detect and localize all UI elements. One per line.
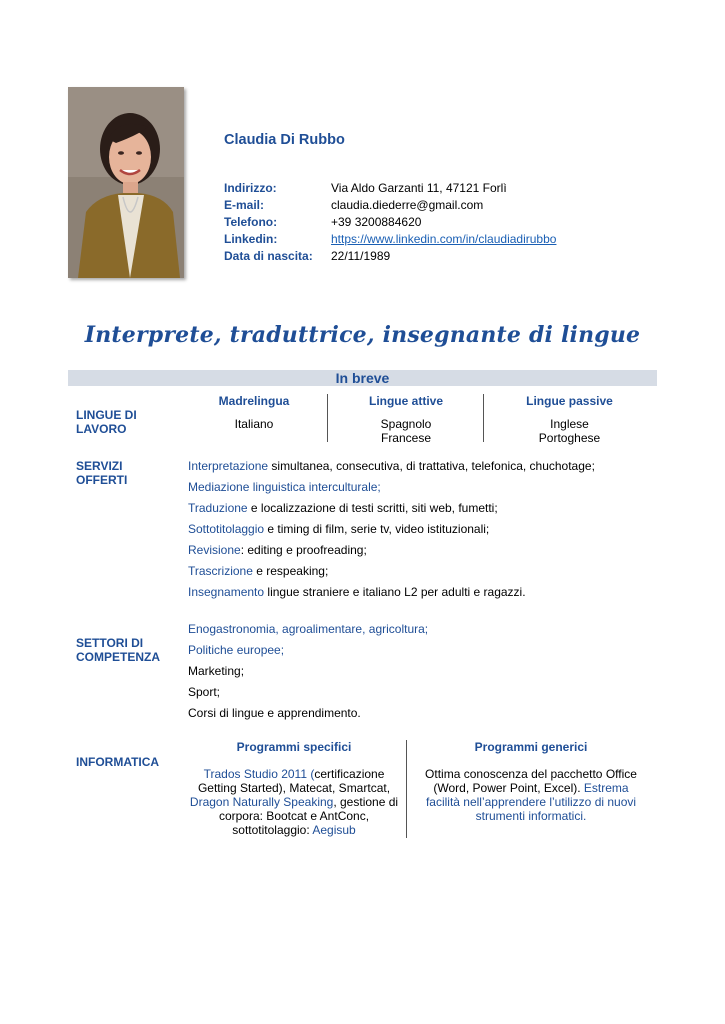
it-text: sottotitolaggio: [232,823,313,837]
service-item [188,564,328,578]
service-highlight: Traduzione [188,501,248,515]
label-line: OFFERTI [76,473,128,487]
service-text: e localizzazione di testi scritti, siti web, fumetti; [247,501,498,515]
lang-item: Spagnolo [380,417,432,431]
lang-col-attive [336,394,476,445]
service-highlight: Trascrizione [188,564,253,578]
section-band-in-breve: In breve [68,370,657,386]
service-text: : editing e proofreading; [240,543,367,557]
sector-item [188,664,244,678]
it-text: certificazione [314,767,385,781]
service-item [188,501,498,515]
lang-item: Francese [380,431,432,445]
sector-item [188,622,428,636]
label-line: SERVIZI [76,459,123,473]
it-highlight: Aegisub [312,823,356,837]
section-label-settori [76,636,160,664]
contact-value: Via Aldo Garzanti 11, 47121 Forlì [331,181,507,195]
column-divider [483,394,484,442]
lang-col-header: Lingue passive [526,394,613,408]
contact-label: Data di nascita: [224,249,313,263]
label-line: LAVORO [76,422,127,436]
column-divider [406,740,407,838]
birthdate-value: 22/11/1989 [331,249,391,263]
it-line: Getting Started), Matecat, Smartcat, [197,781,391,795]
service-item [188,522,489,536]
sector-text: Marketing; [188,664,245,678]
it-line: Ottima conoscenza del pacchetto Office [425,767,637,781]
sector-item [188,643,284,657]
it-highlight: Dragon Naturally Speaking [189,795,334,809]
service-highlight: Interpretazione [188,459,269,473]
it-line: facilità nell’apprendere l’utilizzo di nuovi [425,795,637,809]
service-item [188,543,367,557]
it-col-specifici [188,740,400,837]
it-highlight: Trados Studio 2011 ( [203,767,315,781]
it-line [188,823,400,837]
it-col-header: Programmi specifici [236,740,352,754]
lang-item: Portoghese [538,431,601,445]
contact-label: Telefono: [224,215,278,229]
section-label-informatica: INFORMATICA [76,755,160,769]
label-line: LINGUE DI [76,408,137,422]
it-line: corpora: Bootcat e AntConc, [218,809,370,823]
lang-item: Italiano [234,417,274,431]
it-highlight: Estrema [583,781,629,795]
lang-item: Inglese [550,417,589,431]
service-text: simultanea, consecutiva, di trattativa, telefonica, chuchotage; [268,459,595,473]
profile-photo [68,87,184,278]
service-highlight: Insegnamento [188,585,265,599]
email-value: claudia.diederre@gmail.com [331,198,484,212]
contact-label: Indirizzo: [224,181,277,195]
lang-col-madrelingua [188,394,320,431]
sector-highlight: Politiche europee; [188,643,285,657]
sector-item [188,685,220,699]
lang-col-header: Lingue attive [368,394,443,408]
it-line [188,767,400,781]
section-label-lingue [76,408,137,436]
sector-item [188,706,361,720]
label-line: SETTORI DI [76,636,144,650]
it-col-header: Programmi generici [474,740,588,754]
it-text: , gestione di [333,795,399,809]
it-text: (Word, Power Point, Excel). [433,781,584,795]
label-line: COMPETENZA [76,650,160,664]
service-item [188,459,595,473]
sector-highlight: Enogastronomia, agroalimentare, agricoltura; [188,622,429,636]
service-highlight: Sottotitolaggio [188,522,265,536]
candidate-name: Claudia Di Rubbo [224,132,345,148]
lang-col-passive [492,394,647,445]
linkedin-link[interactable]: https://www.linkedin.com/in/claudiadirubbo [331,232,557,246]
service-item [188,585,526,599]
section-label-servizi [76,459,127,487]
it-col-generici [414,740,648,823]
service-text: lingue straniere e italiano L2 per adulti e ragazzi. [264,585,526,599]
service-item [188,480,381,494]
sector-text: Corsi di lingue e apprendimento. [188,706,361,720]
contact-label: Linkedin: [224,232,278,246]
phone-value: +39 3200884620 [331,215,422,229]
lang-col-header: Madrelingua [218,394,290,408]
service-text: e respeaking; [252,564,329,578]
service-highlight: Revisione [188,543,241,557]
it-line [414,781,648,795]
it-line: strumenti informatici. [475,809,587,823]
sector-text: Sport; [188,685,221,699]
service-highlight: Mediazione linguistica interculturale; [188,480,381,494]
service-text: e timing di film, serie tv, video istituzionali; [264,522,490,536]
column-divider [327,394,328,442]
headline-title: Interprete, traduttrice, insegnante di lingue [84,322,641,348]
it-line [188,795,400,809]
contact-label: E-mail: [224,198,265,212]
